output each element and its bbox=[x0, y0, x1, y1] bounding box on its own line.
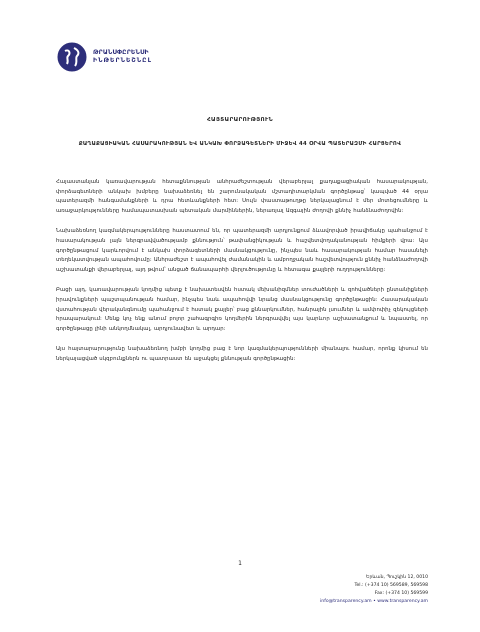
logo-wordmark bbox=[93, 49, 152, 65]
contact-footer bbox=[320, 574, 428, 606]
paragraph-1: Հայաստանյան կառավարության հետաքննության անհրաժեշտության վերաբերյալ քաղաքացիական հասարակության, փորձագետների անկախ խմբերը նախաձեռնել են շարունակական մշտադիտարկման գործընթաց՝ կապված 44 օրյա պատերազմի հանգամանքների և դրա հետևանքների հետ: Սույն փաստաթուղթը ներկայացնում է մեր մոտեցումները և առաջարկությունները համապատասխան պետական մարմիններին, ներառյալ Ազգային ժողովի քննիչ հանձնաժողովին: bbox=[56, 179, 428, 214]
document-label: ՀԱՅՏԱՐԱՐՈՒԹՅՈՒՆ bbox=[207, 117, 273, 123]
footer-phone: Tel.: (+374 10) 569589, 569598 bbox=[354, 583, 428, 588]
globe-logo-icon bbox=[56, 41, 88, 73]
logo-line-1: ԹՐԱՆՍՓԸՐԵՆՍԻ bbox=[93, 49, 149, 56]
footer-address: Երևան, Պուշկին 12, 0010 bbox=[366, 575, 428, 580]
logo-line-2: ԻՆԹԵՐՆԵՇՆԸԼ bbox=[93, 57, 153, 64]
organization-logo bbox=[56, 41, 152, 73]
page-number: 1 bbox=[238, 560, 242, 567]
paragraph-4: Այս հայտարարությունը նախաձեռնող խմբի կողմից բաց է նոր կազմակերպությունների միանալու համար, որոնք կիսում են ներկայացված սկզբունքներն ու պատրաստ են աջակցել քննության գործընթացին: bbox=[56, 346, 428, 362]
document-title: ՔԱՂԱՔԱՑԻԱԿԱՆ ՀԱՍԱՐԱԿՈՒԹՅԱՆ ԵՎ ԱՆԿԱԽ ՓՈՐՁԱԳԵՏՆԵՐԻ ՄԻՋԵՎ 44 ՕՐՎԱ ՊԱՏԵՐԱԶՄԻ ՀԱՐՑԵՐՈՎ bbox=[78, 141, 402, 147]
paragraph-3: Բացի այդ, կառավարության կողմից պետք է նախատեսվեն հստակ մեխանիզմներ տուժածների և զոհվածների ընտանիքների իրավունքների պաշտպանության համար, ինչպես նաև ապահովվի նրանց մասնակցությունը գործընթացին: Հասարակական վստահության վերականգնումը պահանջում է հստակ քայլեր՝ բաց քննարկումներ, հանրային լսումներ և ամփոփիչ զեկույցների հրապարակում: Մենք կոչ ենք անում բոլոր շահագրգիռ կողմերին ներգրավվել այս կարևոր աշխատանքում և նպաստել, որ գործընթացը լինի անկողմնակալ, արդյունավետ և արդար: bbox=[56, 287, 428, 332]
footer-fax: Fax: (+374 10) 569599 bbox=[374, 591, 428, 596]
document-body bbox=[56, 178, 428, 376]
paragraph-2: Նախաձեռնող կազմակերպությունները հաստատում են, որ պատերազմի արդյունքում ձևավորված իրավիճակը պահանջում է հասարակության լայն ներգրավվածությամբ քննություն՝ թափանցիկության և հաշվետվողականության հիմքերի վրա: Այս գործընթացում կարևորվում է անկախ փորձագետների մասնակցությունը, ինչպես նաև հասարակության համար հասանելի տեղեկատվության ապահովումը: Անհրաժեշտ է ապահովել ժամանակին և ամբողջական հաշվետվություն քննիչ հանձնաժողովի աշխատանքի վերաբերյալ, այդ թվում՝ անցած ճանապարհի վերլուծությունը և հետագա քայլերի ուղղությունները: bbox=[56, 228, 428, 273]
footer-web-link[interactable]: info@transparency.am • www.transparency.am bbox=[320, 599, 428, 604]
